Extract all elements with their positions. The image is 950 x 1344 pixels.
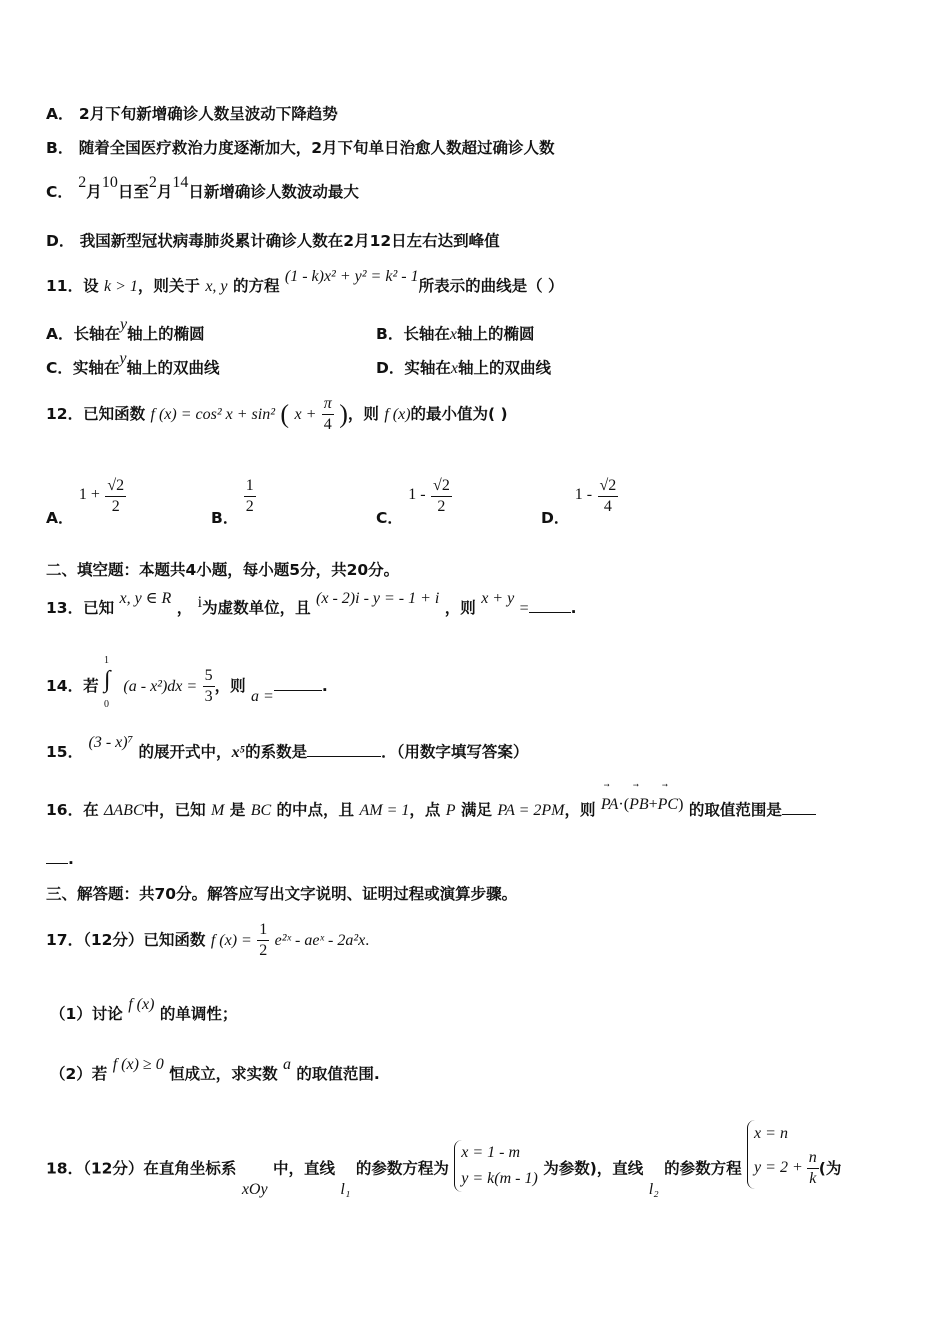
fraction-denominator: 2: [111, 498, 120, 515]
fraction-numerator: √2: [598, 476, 619, 497]
math-equation: (x - 2)i - y = - 1 + i: [316, 590, 440, 607]
stem-text: 的参数方程为: [355, 1159, 449, 1178]
stem-text: 的取值范围.: [296, 1065, 380, 1083]
option-text: 轴上的双曲线: [126, 359, 220, 377]
equation-system-l2: [747, 1120, 819, 1189]
math-function: f (x) = cos² x + sin²: [150, 406, 275, 423]
fraction-denominator: 2: [245, 498, 254, 515]
q15-stem: [46, 734, 910, 762]
stem-text: 的取值范围是: [688, 801, 782, 819]
fraction-numerator: 5: [203, 666, 215, 687]
stem-text: （12分）在直角坐标系: [83, 1159, 237, 1178]
math-inline: x⁵: [231, 744, 246, 761]
answer-blank[interactable]: [307, 756, 381, 757]
fraction-numerator: π: [322, 394, 334, 415]
math-equation: PA = 2PM: [497, 802, 565, 819]
math-inline: x, y: [205, 278, 228, 295]
system-equation: y = 2 +: [754, 1158, 803, 1176]
math-var: y: [119, 350, 127, 367]
math-fraction: [257, 920, 269, 961]
math-inline: x +: [294, 406, 317, 423]
system-equation: y = k(m - 1): [461, 1170, 538, 1187]
question-number: 13．: [46, 599, 84, 617]
stem-text: 在: [83, 801, 99, 819]
integral-upper-limit: 1: [104, 654, 109, 666]
question-number: 12．: [46, 405, 84, 423]
math-inline: k > 1: [104, 278, 138, 295]
math-fraction: [105, 476, 126, 517]
option-label: A．: [46, 325, 74, 343]
math-num: 2: [78, 174, 87, 191]
q12-option-c: [376, 476, 452, 527]
stem-text: ，则: [347, 405, 379, 423]
answer-blank[interactable]: [782, 814, 816, 815]
stem-text: 的最小值为( ): [410, 405, 508, 423]
stem-text: 已知函数: [83, 405, 146, 423]
math-equation: (1 - k)x² + y² = k² - 1: [284, 268, 419, 285]
option-text: 随着全国医疗救治力度逐渐加大，2月下旬单日治愈人数超过确诊人数: [78, 139, 555, 157]
q12-option-d: [541, 476, 618, 527]
q17-part2: [50, 1056, 910, 1084]
math-fraction: [203, 666, 215, 707]
math-num: 10: [101, 174, 118, 191]
stem-text: （12分）已知函数: [83, 931, 206, 949]
fraction-denominator: 4: [323, 416, 332, 433]
option-text: 轴上的双曲线: [458, 359, 552, 377]
stem-text: 是: [229, 801, 246, 819]
question-number: 11．: [46, 277, 84, 295]
stem-text: ，则: [214, 677, 246, 695]
stem-text: ，则关于: [137, 277, 200, 295]
stem-text: (为: [818, 1159, 842, 1178]
option-label: B．: [46, 139, 74, 157]
q11-option-a: [46, 316, 205, 344]
section-heading-solutions: [46, 882, 910, 904]
math-paren: ): [339, 399, 348, 429]
q18-stem: [46, 1124, 910, 1198]
math-var: P: [445, 802, 456, 819]
vector-pb: ⃗ PB: [629, 796, 649, 814]
math-inline: 1 +: [78, 486, 100, 503]
math-inline: x, y ∈ R: [119, 590, 172, 607]
stem-text: 的系数是: [245, 743, 308, 761]
stem-text: .: [570, 599, 577, 617]
math-var: BC: [250, 802, 272, 819]
part-label: （1）讨论: [50, 1005, 123, 1023]
math-function: f (x) =: [210, 932, 252, 949]
fraction-denominator: k: [809, 1169, 817, 1187]
q12-stem: [46, 394, 910, 435]
answer-blank[interactable]: [529, 612, 571, 613]
fraction-numerator: 1: [257, 920, 269, 941]
math-inline: 1 -: [574, 486, 593, 503]
math-expression: e²ˣ - aeˣ - 2a²x: [274, 932, 366, 949]
stem-text: .: [365, 932, 370, 949]
stem-text: ，点: [409, 801, 441, 819]
math-var: x: [450, 360, 458, 377]
math-fraction: [431, 476, 452, 517]
stem-text: 的中点，且: [276, 801, 355, 819]
fraction-numerator: 1: [244, 476, 256, 497]
stem-text: 的展开式中，: [138, 743, 232, 761]
math-fraction: [807, 1148, 819, 1189]
option-label: D．: [46, 232, 75, 250]
stem-text: 的单调性；: [159, 1005, 238, 1023]
stem-text: 为参数)，直线: [543, 1159, 644, 1178]
stem-text: 若: [83, 677, 99, 695]
section-title: 三、解答题：共70分。解答应写出文字说明、证明过程或演算步骤。: [46, 885, 518, 903]
integral-sign: ∫: [104, 666, 111, 693]
question-number: 16．: [46, 801, 84, 819]
fraction-denominator: 2: [437, 498, 446, 515]
vector-pc: ⃗ PC: [658, 796, 678, 814]
stem-text: .: [321, 677, 328, 695]
q14-stem: [46, 654, 910, 710]
math-num: 14: [172, 174, 189, 191]
vector-expression: [601, 795, 689, 813]
option-label: D．: [376, 359, 405, 377]
stem-text: ，则: [564, 801, 596, 819]
system-equation: x = n: [754, 1124, 788, 1142]
math-var: a: [283, 1056, 292, 1073]
stem-text: 恒成立，求实数: [169, 1065, 278, 1083]
q12-option-b: [211, 476, 256, 527]
math-inequality: f (x) ≥ 0: [112, 1056, 164, 1073]
option-label: B．: [211, 509, 239, 527]
option-text: 2月下旬新增确诊人数呈波动下降趋势: [78, 105, 338, 123]
math-inline: 1 -: [408, 486, 426, 503]
math-var: l₁: [340, 1180, 351, 1198]
stem-text: 满足: [460, 801, 492, 819]
q11-stem: [46, 268, 910, 296]
stem-text: 的方程: [232, 277, 280, 295]
question-number: 14．: [46, 677, 84, 695]
answer-blank[interactable]: [46, 863, 68, 864]
stem-text: 所表示的曲线是（ ）: [418, 277, 564, 295]
stem-text: 的参数方程: [664, 1159, 742, 1178]
q11-option-c: [46, 350, 220, 378]
integral-group: [104, 654, 118, 710]
stem-text: .: [68, 850, 74, 868]
math-inline: (3 - x)⁷: [88, 734, 134, 751]
math-var: l₂: [648, 1180, 659, 1198]
vector-pa: ⃗ PA: [601, 796, 618, 814]
option-text: 轴上的椭圆: [127, 325, 205, 343]
math-fraction: [598, 476, 619, 517]
q17-part1: [50, 996, 910, 1024]
stem-text: ．（用数字填写答案）: [381, 743, 529, 761]
math-equals: =: [519, 600, 529, 617]
option-label: B．: [376, 325, 404, 343]
option-label: A．: [46, 105, 74, 123]
option-text: 我国新型冠状病毒肺炎累计确诊人数在2月12日左右达到峰值: [79, 232, 500, 250]
option-text: 月: [156, 183, 173, 201]
math-fraction: [244, 476, 256, 517]
integral-lower-limit: 0: [104, 698, 109, 710]
system-equation-fraction: [754, 1148, 819, 1189]
option-label: C．: [46, 359, 73, 377]
question-number: 17．: [46, 931, 84, 949]
math-integrand: (a - x²)dx =: [123, 678, 198, 695]
equation-system-l1: [454, 1140, 538, 1192]
stem-text: 中，已知: [143, 801, 206, 819]
option-label: D．: [541, 509, 570, 527]
option-text: 轴上的椭圆: [456, 325, 535, 343]
option-text: 月: [86, 183, 102, 201]
q10-option-c: [46, 174, 910, 202]
math-var: i: [197, 594, 203, 611]
math-operator: ·(: [618, 796, 630, 813]
q16-stem: [46, 798, 910, 820]
q17-stem: [46, 920, 910, 961]
option-text: 长轴在: [403, 325, 450, 343]
stem-text: ，: [176, 599, 193, 617]
stem-text: 已知: [83, 599, 115, 617]
math-var: M: [211, 802, 225, 819]
option-text: 实轴在: [404, 359, 451, 377]
fraction-numerator: √2: [105, 476, 126, 497]
option-label: C．: [376, 509, 403, 527]
fraction-denominator: 3: [204, 688, 213, 705]
section-title: 二、填空题：本题共4小题，每小题5分，共20分。: [46, 561, 400, 579]
q11-option-d: [376, 356, 551, 378]
math-num: 2: [148, 174, 157, 191]
math-function: f (x): [128, 996, 155, 1013]
math-operator: ): [678, 796, 684, 813]
math-inline: x + y: [481, 590, 515, 607]
option-text: 实轴在: [72, 359, 120, 377]
math-inline: f (x): [384, 406, 411, 423]
math-fraction: [322, 394, 334, 435]
math-var: y: [120, 316, 128, 333]
math-inline: a =: [251, 688, 274, 705]
option-text: 长轴在: [73, 325, 121, 343]
fraction-numerator: √2: [431, 476, 452, 497]
math-paren: (: [280, 399, 290, 429]
option-label: C．: [46, 183, 73, 201]
fraction-denominator: 2: [259, 942, 268, 959]
math-inline: ΔABC: [104, 802, 144, 819]
q13-stem: [46, 590, 910, 618]
part-label: （2）若: [50, 1065, 108, 1083]
stem-text: 设: [83, 277, 99, 295]
question-number: 18．: [46, 1159, 84, 1178]
option-text: 日至: [117, 183, 149, 201]
math-equation: AM = 1: [359, 802, 410, 819]
q10-option-b: [46, 136, 910, 158]
fraction-numerator: n: [807, 1148, 819, 1169]
math-operator: +: [648, 796, 658, 813]
answer-blank[interactable]: [274, 690, 322, 691]
q10-option-a: [46, 102, 910, 124]
stem-text: 为虚数单位，且: [202, 599, 311, 617]
fraction-denominator: 4: [603, 498, 612, 515]
q11-option-b: [376, 322, 534, 344]
option-text: 日新增确诊人数波动最大: [188, 183, 359, 201]
math-inline: xOy: [241, 1180, 268, 1198]
question-number: 15．: [46, 743, 84, 761]
option-label: A．: [46, 509, 74, 527]
section-heading-fill-in: [46, 558, 910, 580]
system-equation: x = 1 - m: [461, 1144, 521, 1161]
q16-continuation: [46, 850, 910, 868]
stem-text: 中，直线: [272, 1159, 335, 1178]
q10-option-d: [46, 229, 910, 251]
math-var: x: [449, 326, 457, 343]
q12-option-a: [46, 476, 126, 527]
stem-text: ，则: [444, 599, 476, 617]
